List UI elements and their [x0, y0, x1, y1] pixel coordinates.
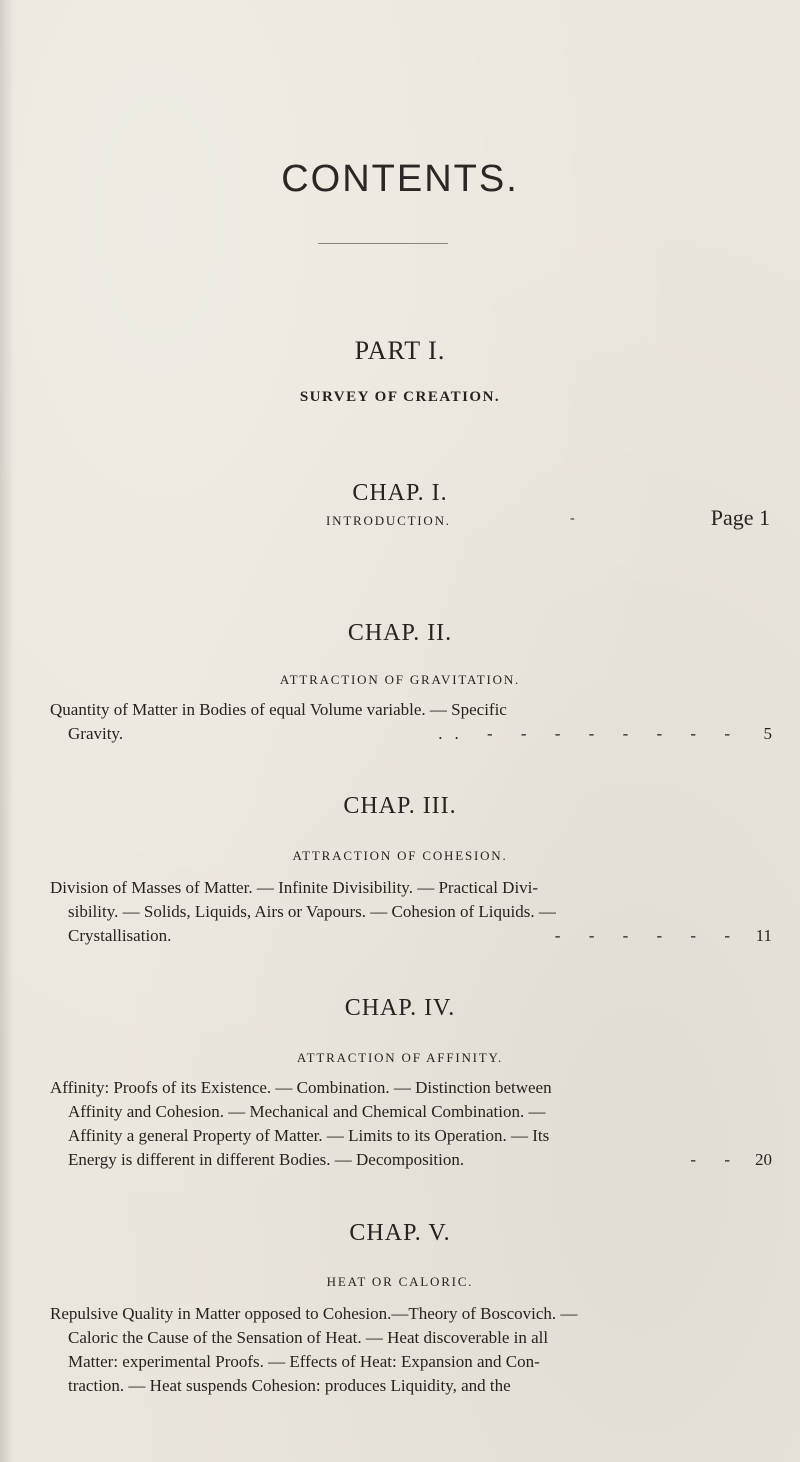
chapter-1-page: Page 1	[710, 505, 770, 530]
chapter-1-dash: -	[570, 511, 575, 526]
chapter-4-heading: CHAP. IV.	[344, 995, 456, 1021]
chapter-5-line-3: Matter: experimental Proofs. — Effects of Heat: Expansion and Con-	[68, 1352, 540, 1371]
chapter-3-line-2: sibility. — Solids, Liquids, Airs or Vapours. — Cohesion of Liquids. —	[68, 902, 556, 921]
chapter-4-leader-dots: - -	[690, 1150, 742, 1169]
chapter-3-subtitle: ATTRACTION OF COHESION.	[292, 848, 508, 863]
chapter-4-subtitle: ATTRACTION OF AFFINITY.	[296, 1050, 504, 1065]
chapter-2-subtitle: ATTRACTION OF GRAVITATION.	[279, 672, 521, 687]
part-subtitle: SURVEY OF CREATION.	[299, 389, 501, 405]
chapter-1-heading: CHAP. I.	[352, 480, 448, 506]
title-rule	[318, 243, 448, 244]
part-heading: PART I.	[354, 336, 446, 365]
contents-title: CONTENTS.	[281, 158, 519, 200]
chapter-5-line-2: Caloric the Cause of the Sensation of Heat. — Heat discoverable in all	[68, 1328, 549, 1347]
chapter-3-summary	[50, 876, 772, 948]
chapter-3-heading: CHAP. III.	[343, 793, 457, 819]
chapter-5-line-1: Repulsive Quality in Matter opposed to Cohesion.—Theory of Boscovich. —	[50, 1304, 578, 1323]
chapter-2-leader-dots: .. - - - - - - - -	[438, 724, 742, 743]
chapter-3-line-1: Division of Masses of Matter. — Infinite Divisibility. — Practical Divi-	[50, 878, 539, 897]
chapter-4-line-2: Affinity and Cohesion. — Mechanical and Chemical Combination. —	[68, 1102, 546, 1121]
chapter-3-last-line	[50, 924, 772, 948]
chapter-5-heading: CHAP. V.	[349, 1220, 451, 1246]
chapter-2-last-line	[50, 722, 772, 746]
chapter-1-entry	[0, 505, 800, 535]
chapter-2-last-text: Gravity.	[68, 724, 124, 743]
chapter-4-summary	[50, 1076, 772, 1172]
chapter-4-line-1: Affinity: Proofs of its Existence. — Combination. — Distinction between	[50, 1078, 552, 1097]
chapter-3-page: 11	[755, 926, 772, 945]
chapter-4-last-text: Energy is different in different Bodies. — Decomposition.	[68, 1150, 465, 1169]
chapter-4-last-line	[50, 1148, 772, 1172]
chapter-2-page: 5	[763, 724, 772, 743]
chapter-5-line-4: traction. — Heat suspends Cohesion: produces Liquidity, and the	[68, 1376, 511, 1395]
chapter-2-summary	[50, 698, 772, 746]
chapter-2-heading: CHAP. II.	[347, 620, 453, 646]
chapter-3-leader-dots: - - - - - -	[554, 926, 742, 945]
chapter-1-subtitle: INTRODUCTION.	[326, 513, 451, 528]
chapter-4-line-3: Affinity a general Property of Matter. — Limits to its Operation. — Its	[68, 1126, 550, 1145]
chapter-4-page: 20	[755, 1150, 772, 1169]
chapter-5-subtitle: HEAT OR CALORIC.	[326, 1274, 474, 1289]
chapter-2-line-1: Quantity of Matter in Bodies of equal Volume variable. — Specific	[50, 700, 507, 719]
chapter-3-last-text: Crystallisation.	[68, 926, 172, 945]
chapter-5-summary	[50, 1302, 772, 1398]
